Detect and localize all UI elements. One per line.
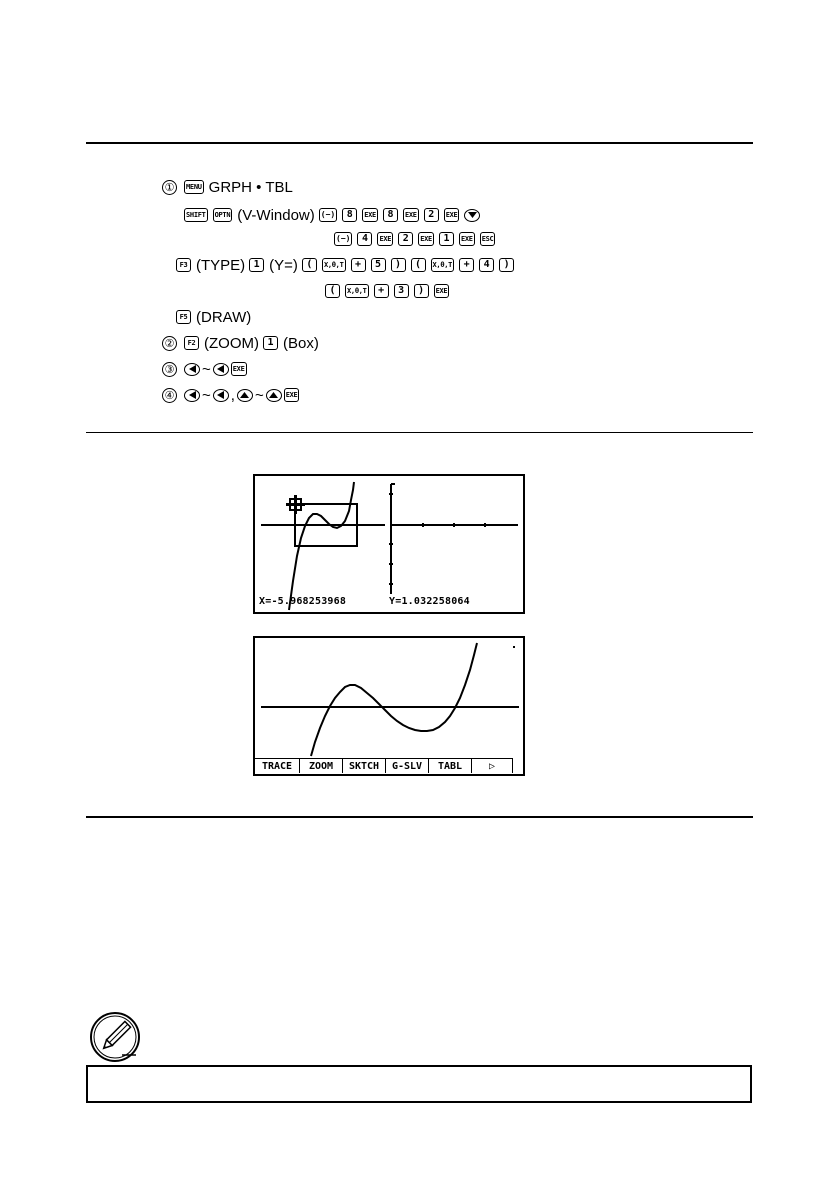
cursor-cross-icon	[286, 495, 305, 514]
top-rule	[86, 142, 753, 144]
zoom-label: (ZOOM)	[204, 334, 259, 352]
esc-key: ESC	[480, 232, 496, 246]
step1-line-draw	[176, 308, 251, 326]
key: 1	[263, 336, 278, 350]
box-label: (Box)	[282, 334, 319, 352]
lower-rule	[86, 816, 753, 818]
f5-key: F5	[176, 310, 191, 324]
plus-key: +	[374, 284, 389, 298]
menu-table[interactable]: TABL	[428, 758, 471, 773]
left-arrow-icon	[213, 363, 229, 376]
key: (−)	[334, 232, 352, 246]
xthetat-key: X,θ,T	[345, 284, 369, 298]
xthetat-key: X,θ,T	[322, 258, 346, 272]
exe-key: EXE	[434, 284, 450, 298]
step4-line	[162, 386, 304, 404]
comma: ,	[230, 386, 235, 404]
f2-key: F2	[184, 336, 199, 350]
menu-more-icon[interactable]: ▷	[471, 758, 513, 773]
y-label: (Y=)	[269, 256, 298, 274]
step1-line-vwindow	[184, 206, 482, 224]
exe-key: EXE	[444, 208, 460, 222]
open-paren-key: (	[411, 258, 426, 272]
key: (−)	[319, 208, 337, 222]
step-number: ①	[162, 180, 177, 195]
step-number: ②	[162, 336, 177, 351]
mode-label: GRPH • TBL	[208, 178, 293, 196]
left-arrow-icon	[213, 389, 229, 402]
close-paren-key: )	[414, 284, 429, 298]
step1-line-mode	[162, 178, 293, 196]
key: 2	[398, 232, 413, 246]
box-zoom-graph	[255, 476, 523, 612]
step1-line-vwindow-2	[334, 230, 500, 248]
exe-key: EXE	[231, 362, 247, 376]
step1-line-type	[176, 256, 519, 274]
up-arrow-icon	[266, 389, 282, 402]
type-label: (TYPE)	[196, 256, 246, 274]
step1-line-expr-2	[325, 282, 454, 300]
f3-key: F3	[176, 258, 191, 272]
plus-key: +	[459, 258, 474, 272]
step-number: ④	[162, 388, 177, 403]
open-paren-key: (	[302, 258, 317, 272]
exe-key: EXE	[377, 232, 393, 246]
close-paren-key: )	[499, 258, 514, 272]
menu-key: MENU	[184, 180, 204, 194]
menu-zoom[interactable]: ZOOM	[299, 758, 342, 773]
draw-label: (DRAW)	[196, 308, 252, 326]
exe-key: EXE	[284, 388, 300, 402]
middle-rule	[86, 432, 753, 433]
tilde: ~	[202, 360, 211, 378]
left-arrow-icon	[184, 363, 200, 376]
step3-line	[162, 360, 252, 378]
vwindow-label: (V-Window)	[237, 206, 315, 224]
zoomed-graph	[255, 638, 523, 774]
left-arrow-icon	[184, 389, 200, 402]
menu-g-solve[interactable]: G-SLV	[385, 758, 428, 773]
menu-trace[interactable]: TRACE	[255, 758, 299, 773]
step-number: ③	[162, 362, 177, 377]
key: 4	[357, 232, 372, 246]
menu-sketch[interactable]: SKTCH	[342, 758, 385, 773]
plus-key: +	[351, 258, 366, 272]
screen-box-zoom	[253, 474, 525, 614]
exe-key: EXE	[418, 232, 434, 246]
key: 1	[249, 258, 264, 272]
open-paren-key: (	[325, 284, 340, 298]
note-box	[86, 1065, 752, 1103]
tilde: ~	[202, 386, 211, 404]
xthetat-key: X,θ,T	[431, 258, 455, 272]
key: 2	[424, 208, 439, 222]
exe-key: EXE	[403, 208, 419, 222]
exe-key: EXE	[459, 232, 475, 246]
x-coordinate-readout: X=-5.968253968	[259, 596, 347, 607]
step2-line	[162, 334, 319, 352]
key: 1	[439, 232, 454, 246]
key: 8	[342, 208, 357, 222]
close-paren-key: )	[391, 258, 406, 272]
down-arrow-icon	[464, 209, 480, 222]
key: 5	[371, 258, 386, 272]
pencil-note-icon	[84, 1011, 146, 1063]
optn-key: OPTN	[213, 208, 233, 222]
y-coordinate-readout: Y=1.032258064	[389, 596, 470, 607]
up-arrow-icon	[237, 389, 253, 402]
shift-key: SHIFT	[184, 208, 208, 222]
tilde: ~	[254, 386, 264, 404]
screen-zoomed-graph	[253, 636, 525, 776]
key: 3	[394, 284, 409, 298]
exe-key: EXE	[362, 208, 378, 222]
key: 4	[479, 258, 494, 272]
function-menu-bar	[255, 758, 523, 774]
key: 8	[383, 208, 398, 222]
